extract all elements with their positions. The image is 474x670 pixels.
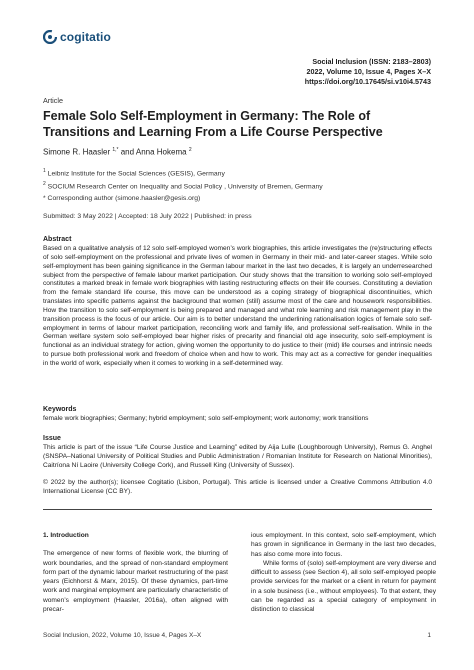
keywords-text: female work biographies; Germany; hybrid employment; solo self-employment; work autonomy; work transitions [43, 415, 369, 422]
corresponding-author: * Corresponding author (simone.haasler@gesis.org) [43, 195, 201, 202]
journal-issn: Social Inclusion (ISSN: 2183–2803) [312, 57, 431, 66]
logo-text: cogitatio [60, 30, 111, 44]
author-superscript: 2 [188, 147, 192, 153]
journal-doi[interactable]: https://doi.org/10.17645/si.v10i4.5743 [304, 77, 431, 86]
author-name: Simone R. Haasler [43, 147, 111, 157]
journal-volume: 2022, Volume 10, Issue 4, Pages X–X [306, 67, 431, 76]
cogitatio-logo-icon [43, 30, 57, 44]
issue-heading: Issue [43, 435, 61, 442]
section-divider [43, 509, 432, 510]
page-number: 1 [427, 632, 431, 639]
affiliation-text: Leibniz Institute for the Social Sciences (GESIS), Germany [47, 170, 225, 178]
affiliation-item [43, 166, 323, 179]
author-name: Anna Hokema [135, 147, 187, 157]
journal-logo [43, 30, 111, 44]
affiliation-number: 1 [43, 168, 46, 174]
footer-citation: Social Inclusion, 2022, Volume 10, Issue 4, Pages X–X [43, 632, 202, 639]
body-paragraph: ious employment. In this context, solo self-employment, which has grown in significance in Germany in the last two decades, has also come more into focus. [251, 532, 436, 558]
affiliation-text: SOCIUM Research Center on Inequality and Social Policy , University of Bremen, Germany [47, 183, 323, 191]
journal-info [305, 57, 431, 87]
author-conjunction: and [120, 147, 135, 157]
article-title: Female Solo Self-Employment in Germany: The Role of Transitions and Learning From a Life Course Perspective [43, 109, 383, 139]
author-line [43, 147, 192, 157]
body-paragraph: While forms of (solo) self-employment are very diverse and difficult to assess (see Section 4), all solo self-employed people provide services for the market or a client in return for payment in a sole business (i.e., without employees). To that extent, they can be regarded as a special category of employment in distinction to classical [251, 559, 436, 614]
affiliation-number: 2 [43, 181, 46, 188]
author-superscript: 1,* [112, 147, 119, 153]
issue-text: This article is part of the issue “Life Course Justice and Learning” edited by Aija Lulle (Loughborough University), Remus G. Anghel (SNSPA–National University of Political Studies and Public Administration / Romanian Institute for Research on National Minorities), Caitríona Ní Laoire (University College Cork), and Russell King (University of Sussex). [43, 444, 432, 469]
keywords-heading: Keywords [43, 406, 77, 413]
license-text: © 2022 by the author(s); licensee Cogitatio (Lisbon, Portugal). This article is licensed under a Creative Commons Attribution 4.0 International License (CC BY). [43, 479, 432, 495]
submission-dates: Submitted: 3 May 2022 | Accepted: 18 July 2022 | Published: in press [43, 213, 252, 220]
body-column-right [251, 531, 436, 615]
body-paragraph: The emergence of new forms of flexible work, the blurring of work boundaries, and the spread of non-standard employment form part of the dynamic labour market restructuring of the past years (Eichhorst & Marx, 2015). Of these dynamics, part-time work and marginal employment are particularly characteristic of women’s employment (Haasler, 2016a), often aligned with precar- [43, 550, 228, 614]
abstract-heading: Abstract [43, 236, 72, 243]
abstract-text: Based on a qualitative analysis of 12 solo self-employed women’s work biographies, this article investigates the (re)structuring effects of solo self-employment on the professional and private lives of women in Germany in their mid- and later-career stages. While solo self-employment has been gaining significance in the German labour market in the last two decades, it is largely an underresearched subject from the perspective of female labour market participation. Our study shows that the transition to working solo self-employed constitutes a marked break in female work biographies with lasting restructuring effects on their life courses. Constituting a deviation from the female standard life course, this move can be understood as a coping strategy of biographical discontinuities, which translates into specific patterns against the background that women (still) assume most of the care and housework responsibilities. How the transition to solo self-employment is being prepared and managed and what role learning and risk management play in the transition process is the focus of our article. Our aim is to better understand the underlining rationalisation logics of female solo self-employment in terms of labour market participation, reconciling work and family life, and professional self-realisation. While in the German welfare system solo self-employed bear higher risks of precarity and financial old age insecurity, solo self-employment is functional as an individual strategy for action, giving women the opportunity to do justice to their (mid) life courses and intrinsic needs to pursue both professional work and freedom of choice when and how to work. This may act as a corrective for gender inequalities in the world of work, especially when it comes to working in a self-determined way. [43, 245, 432, 367]
affiliation-item [43, 179, 323, 192]
affiliations [43, 166, 323, 193]
body-column-left [43, 531, 228, 614]
introduction-heading: 1. Introduction [43, 532, 89, 539]
article-type-label: Article [43, 96, 63, 105]
